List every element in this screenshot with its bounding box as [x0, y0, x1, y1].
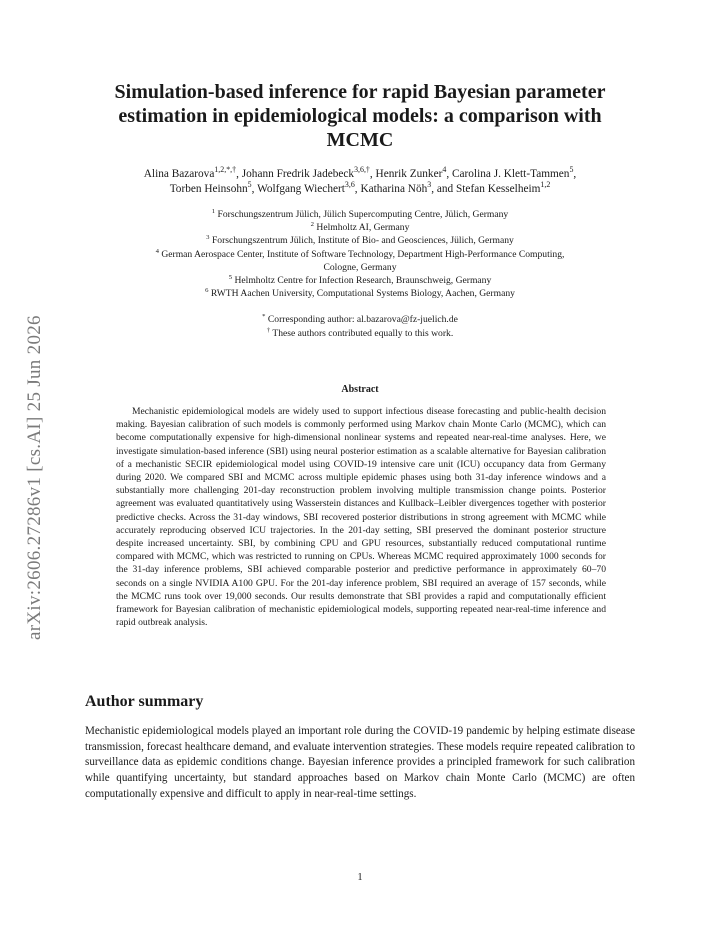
author-summary-heading: Author summary	[85, 693, 204, 710]
paper-title: Simulation-based inference for rapid Bayesian parameter estimation in epidemiological models: a comparison with MCMC	[114, 81, 606, 151]
affiliation: $^3$ Forschungszentrum Jülich, Institute of Bio- and Geosciences, Jülich, Germany	[206, 234, 514, 247]
affiliation: $^5$ Helmholtz Centre for Infection Research, Braunschweig, Germany	[228, 273, 492, 287]
author: Henrik Zunker$^4$	[375, 165, 447, 180]
author-list: Alina Bazarova$^{1,2,*,\dagger}$, Johann Fredrik Jadebeck$^{3,6,\dagger}$, Henrik Zunker$^4$, Carolina J. Klett-Tammen$^5$, Torben Heinsohn$^5$, Wolfgang Wiechert$^{3,6}$, Katharina Nöh$^3$, and Stefan Kesselheim$^{1,2}$	[143, 165, 577, 195]
affiliation-list	[80, 208, 640, 300]
affiliation: $^4$ German Aerospace Center, Institute of Software Technology, Department High-Performance Computing,	[155, 247, 565, 260]
abstract-heading: Abstract	[341, 384, 379, 395]
author: Carolina J. Klett-Tammen$^5$	[451, 165, 574, 180]
page-number: 1	[357, 872, 363, 883]
author-notes	[80, 313, 640, 341]
author: Alina Bazarova$^{1,2,*,\dagger}$	[143, 165, 237, 180]
affiliation: $^2$ Helmholtz AI, Germany	[310, 221, 410, 234]
arxiv-side-stamp: arXiv:2606.27286v1 [cs.AI] 25 Jun 2026	[24, 315, 45, 640]
affiliation: $^6$ RWTH Aachen University, Computational Systems Biology, Aachen, Germany	[205, 287, 515, 300]
affiliation: $^1$ Forschungszentrum Jülich, Jülich Supercomputing Centre, Jülich, Germany	[211, 207, 509, 220]
affiliation-continued: Cologne, Germany	[323, 261, 397, 273]
author: Katharina Nöh$^3$	[360, 180, 432, 195]
author: Torben Heinsohn$^5$	[169, 180, 252, 195]
abstract-text: Mechanistic epidemiological models are widely used to support infectious disease forecasting and public-health decision making. Bayesian calibration of such models is commonly performed using Markov chain Monte Carlo (MCMC), which can become computationally expensive for high-dimensional nonlinear systems and repeated near-real-time analyses. Here, we investigate simulation-based inference (SBI) using neural posterior estimation as a scalable alternative for Bayesian calibration of a mechanistic SECIR epidemiological model using COVID-19 intensive care unit (ICU) occupancy data from Germany during 2020. We compared SBI and MCMC across multiple epidemic phases using both 31-day inference windows and a substantially more challenging 201-day reconstruction problem involving multiple transmission change points. Posterior agreement was evaluated quantitatively using Wasserstein distances and Kullback–Leibler divergences together with posterior predictive checks. Across the 31-day windows, SBI recovered posterior distributions in strong agreement with MCMC while accurately reproducing observed ICU trajectories. In the 201-day setting, SBI preserved the dominant posterior structure despite increased uncertainty. SBI, by combining CPU and GPU resources, substantially reduced computational runtime compared with MCMC, which was restricted to running on CPUs. Whereas MCMC required approximately 1000 seconds for the 31-day inference problems, SBI achieved comparable posterior and predictive performance in approximately 60–70 seconds on a single NVIDIA A100 GPU. For the 201-day inference problem, SBI required an average of 157 seconds, while the MCMC runs took over 19,000 seconds. Our results demonstrate that SBI provides a rapid and computationally efficient framework for Bayesian calibration of mechanistic epidemiological models, supporting repeated near-real-time inference and rapid outbreak analysis.	[116, 406, 606, 629]
corresponding-author-note: * Corresponding author: al.bazarova@fz-juelich.de	[262, 312, 458, 325]
author: Wolfgang Wiechert$^{3,6}$	[257, 180, 355, 195]
author-summary-text: Mechanistic epidemiological models played an important role during the COVID-19 pandemic by helping estimate disease transmission, forecast healthcare demand, and evaluate intervention strategies. These models require repeated calibration to surveillance data as epidemic conditions change. Bayesian inference provides a principled framework for such calibration while quantifying uncertainty, but standard approaches based on Markov chain Monte Carlo (MCMC) are often computationally expensive and difficult to apply in near-real-time settings.	[85, 725, 635, 800]
author: Johann Fredrik Jadebeck$^{3,6,\dagger}$	[241, 165, 370, 180]
author: Stefan Kesselheim$^{1,2}$	[456, 180, 551, 195]
equal-contribution-note: † These authors contributed equally to this work.	[266, 326, 454, 339]
